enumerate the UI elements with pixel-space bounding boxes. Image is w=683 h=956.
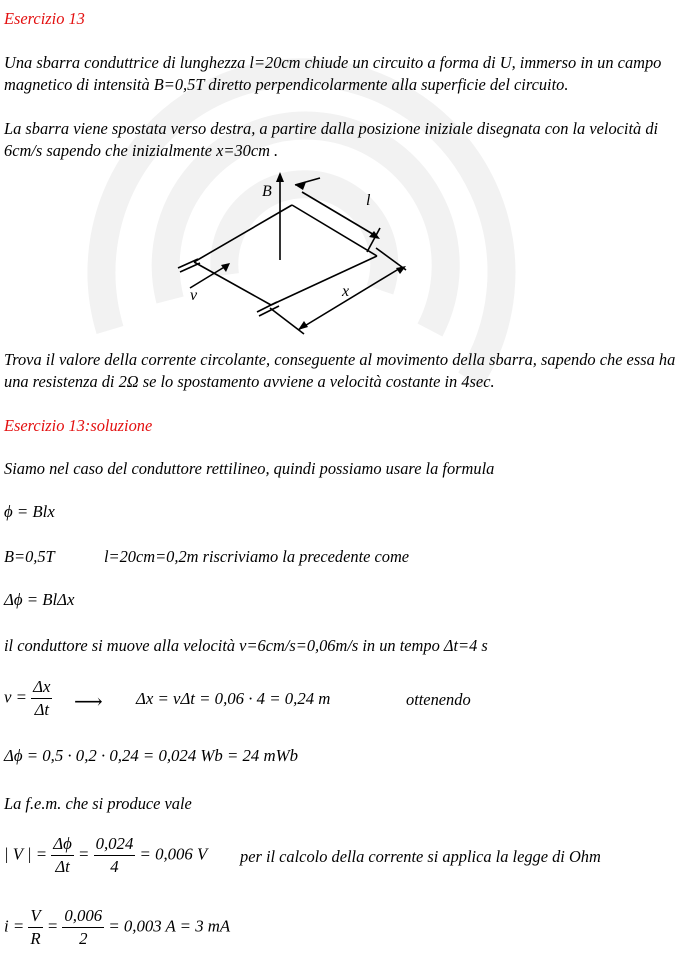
- implies-arrow: ⟶: [74, 691, 103, 713]
- problem-paragraph-2: La sbarra viene spostata verso destra, a partire dalla posizione iniziale disegnata con la velocità di 6cm/s sapendo che inizialmente x=30cm .: [4, 119, 659, 160]
- circuit-rail-top: [292, 205, 377, 256]
- delta-flux-value: Δϕ = 0,5 · 0,2 · 0,24 = 0,024 Wb = 24 mWb: [4, 746, 298, 765]
- solution-intro: Siamo nel caso del conduttore rettilineo, quindi possiamo usare la formula: [4, 459, 495, 478]
- current-equation: i = $\frac{V}{R}$ = $\frac{0,006}{2}$ = 0,003 A = 3 mA: [4, 906, 231, 948]
- equation-flux: ϕ = Blx: [4, 502, 55, 521]
- exercise-title: Esercizio 13: [4, 9, 85, 28]
- velocity-equation: v = $\frac{\Delta x}{\Delta t}$: [4, 677, 51, 719]
- current-fraction-2: $\frac{0,006}{2}$: [64, 906, 103, 948]
- ohm-law-text: per il calcolo della corrente si applica la legge di Ohm: [240, 847, 601, 866]
- label-l: l: [366, 192, 371, 209]
- fem-equation: | V | = $\frac{\Delta\phi}{\Delta t}$ = $\frac{0,024}{4}$ = 0,006 V: [4, 834, 208, 876]
- fem-intro: La f.e.m. che si produce vale: [4, 794, 192, 813]
- motion-text: il conduttore si muove alla velocità v=6cm/s=0,06m/s in un tempo Δt=4 s: [4, 636, 488, 655]
- equation-delta-flux: Δϕ = BlΔx: [4, 590, 75, 609]
- problem-paragraph-1: Una sbarra conduttrice di lunghezza l=20cm chiude un circuito a forma di U, immerso in un campo magnetico di intensità B=0,5T diretto perpendicolarmente alla superficie del circuito.: [4, 53, 662, 94]
- label-x: x: [342, 283, 350, 300]
- circuit-closing-side: [271, 256, 377, 305]
- fem-fraction-2: $\frac{0,024}{4}$: [95, 834, 134, 876]
- given-b: B=0,5T: [4, 547, 55, 566]
- solution-title: Esercizio 13:soluzione: [4, 416, 153, 435]
- problem-question: Trova il valore della corrente circolante, conseguente al movimento della sbarra, sapendo che essa ha una resistenza di 2Ω se lo spostamento avviene a velocità costante in 4sec.: [4, 350, 676, 391]
- current-fraction-1: $\frac{V}{R}$: [30, 906, 41, 948]
- displacement-equation: Δx = vΔt = 0,06 · 4 = 0,24 m: [136, 689, 331, 708]
- fem-fraction-1: $\frac{\Delta\phi}{\Delta t}$: [53, 834, 72, 876]
- circuit-rail-bottom: [194, 262, 271, 305]
- given-l: l=20cm=0,2m riscriviamo la precedente come: [104, 547, 410, 566]
- label-v: v: [190, 287, 198, 304]
- circuit-figure: [170, 168, 420, 338]
- ottenendo-text: ottenendo: [406, 690, 471, 709]
- label-b: B: [262, 183, 272, 200]
- velocity-fraction: $\frac{\Delta x}{\Delta t}$: [33, 677, 51, 719]
- circuit-bar: [194, 205, 292, 262]
